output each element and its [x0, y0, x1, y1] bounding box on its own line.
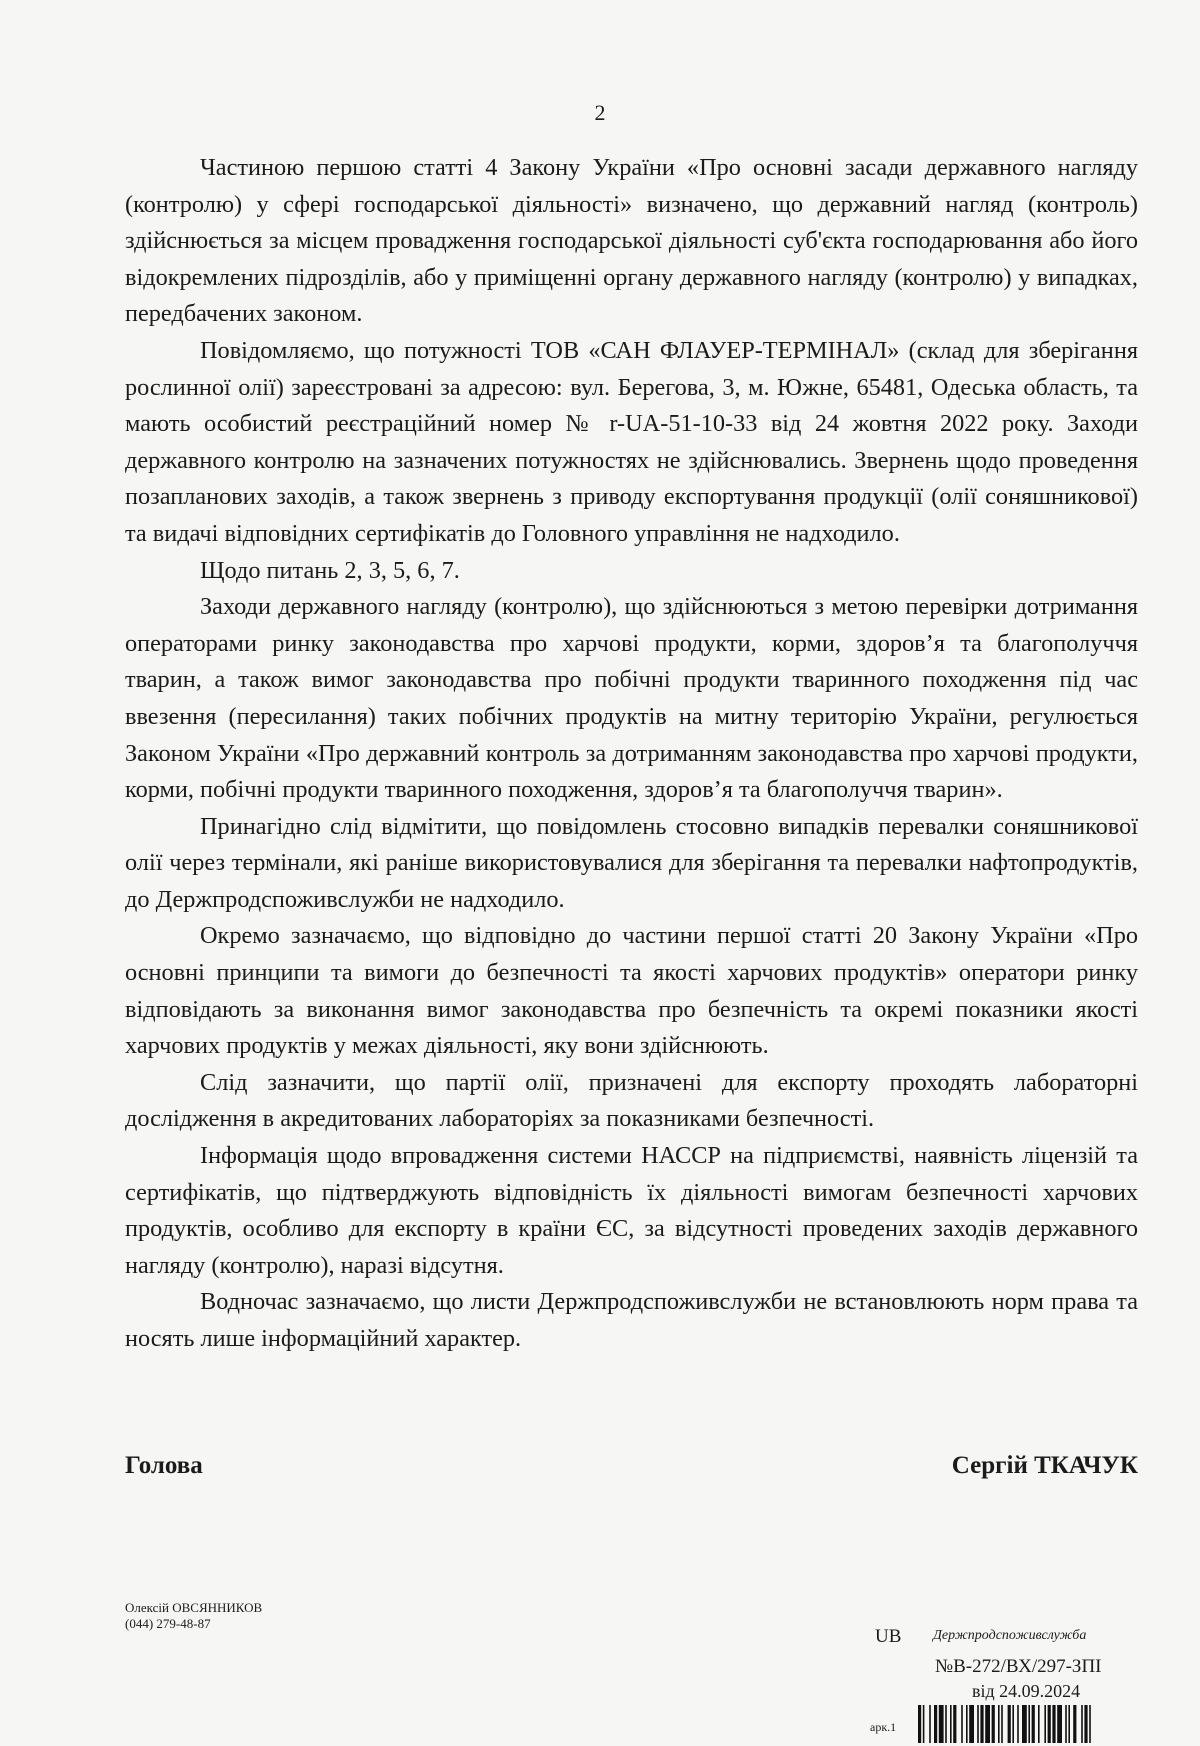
paragraph: Заходи державного нагляду (контролю), що здійснюються з метою перевірки дотримання операторами ринку законодавства про харчові продукти, корми, здоров’я та благополуччя тварин, а також вимог законодавства про побічні продукти тваринного походження під час ввезення (пересилання) таких побічних продуктів на митну територію України, регулюється Законом України «Про державний контроль за дотриманням законодавства про харчові продукти, корми, побічні продукти тваринного походження, здоров’я та благополуччя тварин».	[125, 593, 1138, 804]
barcode-icon	[918, 1705, 1183, 1743]
letter-body	[125, 150, 1138, 1358]
paragraph: Водночас зазначаємо, що листи Держпродспоживслужби не встановлюють норм права та носять лише інформаційний характер.	[125, 1288, 1138, 1352]
signatory-title: Голова	[125, 1452, 203, 1479]
page-number: 2	[594, 100, 606, 125]
paragraph: Окремо зазначаємо, що відповідно до частини першої статті 20 Закону України «Про основні принципи та вимоги до безпечності та якості харчових продуктів» оператори ринку відповідають за виконання вимог законодавства про безпечність та окремі показники якості харчових продуктів у межах діяльності, яку вони здійснюють.	[125, 922, 1138, 1060]
registration-code: UB	[875, 1626, 902, 1647]
registration-number: №В-272/ВХ/297-ЗПІ	[935, 1656, 1102, 1677]
executor-phone: (044) 279-48-87	[125, 1616, 211, 1631]
executor-block	[125, 1600, 262, 1632]
sheet-label: арк.1	[870, 1720, 897, 1734]
registration-date: від 24.09.2024	[972, 1681, 1081, 1701]
paragraph: Повідомляємо, що потужності ТОВ «САН ФЛАУЕР-ТЕРМІНАЛ» (склад для зберігання рослинної олії) зареєстровані за адресою: вул. Берегова, 3, м. Южне, 65481, Одеська область, та мають особистий реєстраційний номер № r-UA-51-10-33 від 24 жовтня 2022 року. Заходи державного контролю на зазначених потужностях не здійснювались. Звернень щодо проведення позапланових заходів, а також звернень з приводу експортування продукції (олії соняшникової) та видачі відповідних сертифікатів до Головного управління не надходило.	[125, 336, 1138, 547]
paragraph: Щодо питань 2, 3, 5, 6, 7.	[200, 556, 460, 584]
paragraph: Інформація щодо впровадження системи НАССР на підприємстві, наявність ліцензій та сертифікатів, що підтверджують відповідність їх діяльності вимогам безпечності харчових продуктів, особливо для експорту в країни ЄС, за відсутності проведених заходів державного нагляду (контролю), наразі відсутня.	[125, 1142, 1138, 1279]
executor-name: Олексій ОВСЯННИКОВ	[125, 1600, 263, 1615]
registration-organization: Держпродспоживслужба	[933, 1628, 1087, 1643]
paragraph: Частиною першою статті 4 Закону України «Про основні засади державного нагляду (контролю) у сфері господарської діяльності» визначено, що державний нагляд (контроль) здійснюється за місцем провадження господарської діяльності суб'єкта господарювання або його відокремлених підрозділів, або у приміщенні органу державного нагляду (контролю) у випадках, передбачених законом.	[125, 154, 1138, 328]
paragraph: Принагідно слід відмітити, що повідомлень стосовно випадків перевалки соняшникової олії через термінали, які раніше використовувалися для зберігання та перевалки нафтопродуктів, до Держпродспоживслужби не надходило.	[125, 812, 1138, 913]
paragraph: Слід зазначити, що партії олії, призначені для експорту проходять лабораторні дослідження в акредитованих лабораторіях за показниками безпечності.	[125, 1068, 1138, 1133]
signatory-name: Сергій ТКАЧУК	[951, 1452, 1138, 1479]
